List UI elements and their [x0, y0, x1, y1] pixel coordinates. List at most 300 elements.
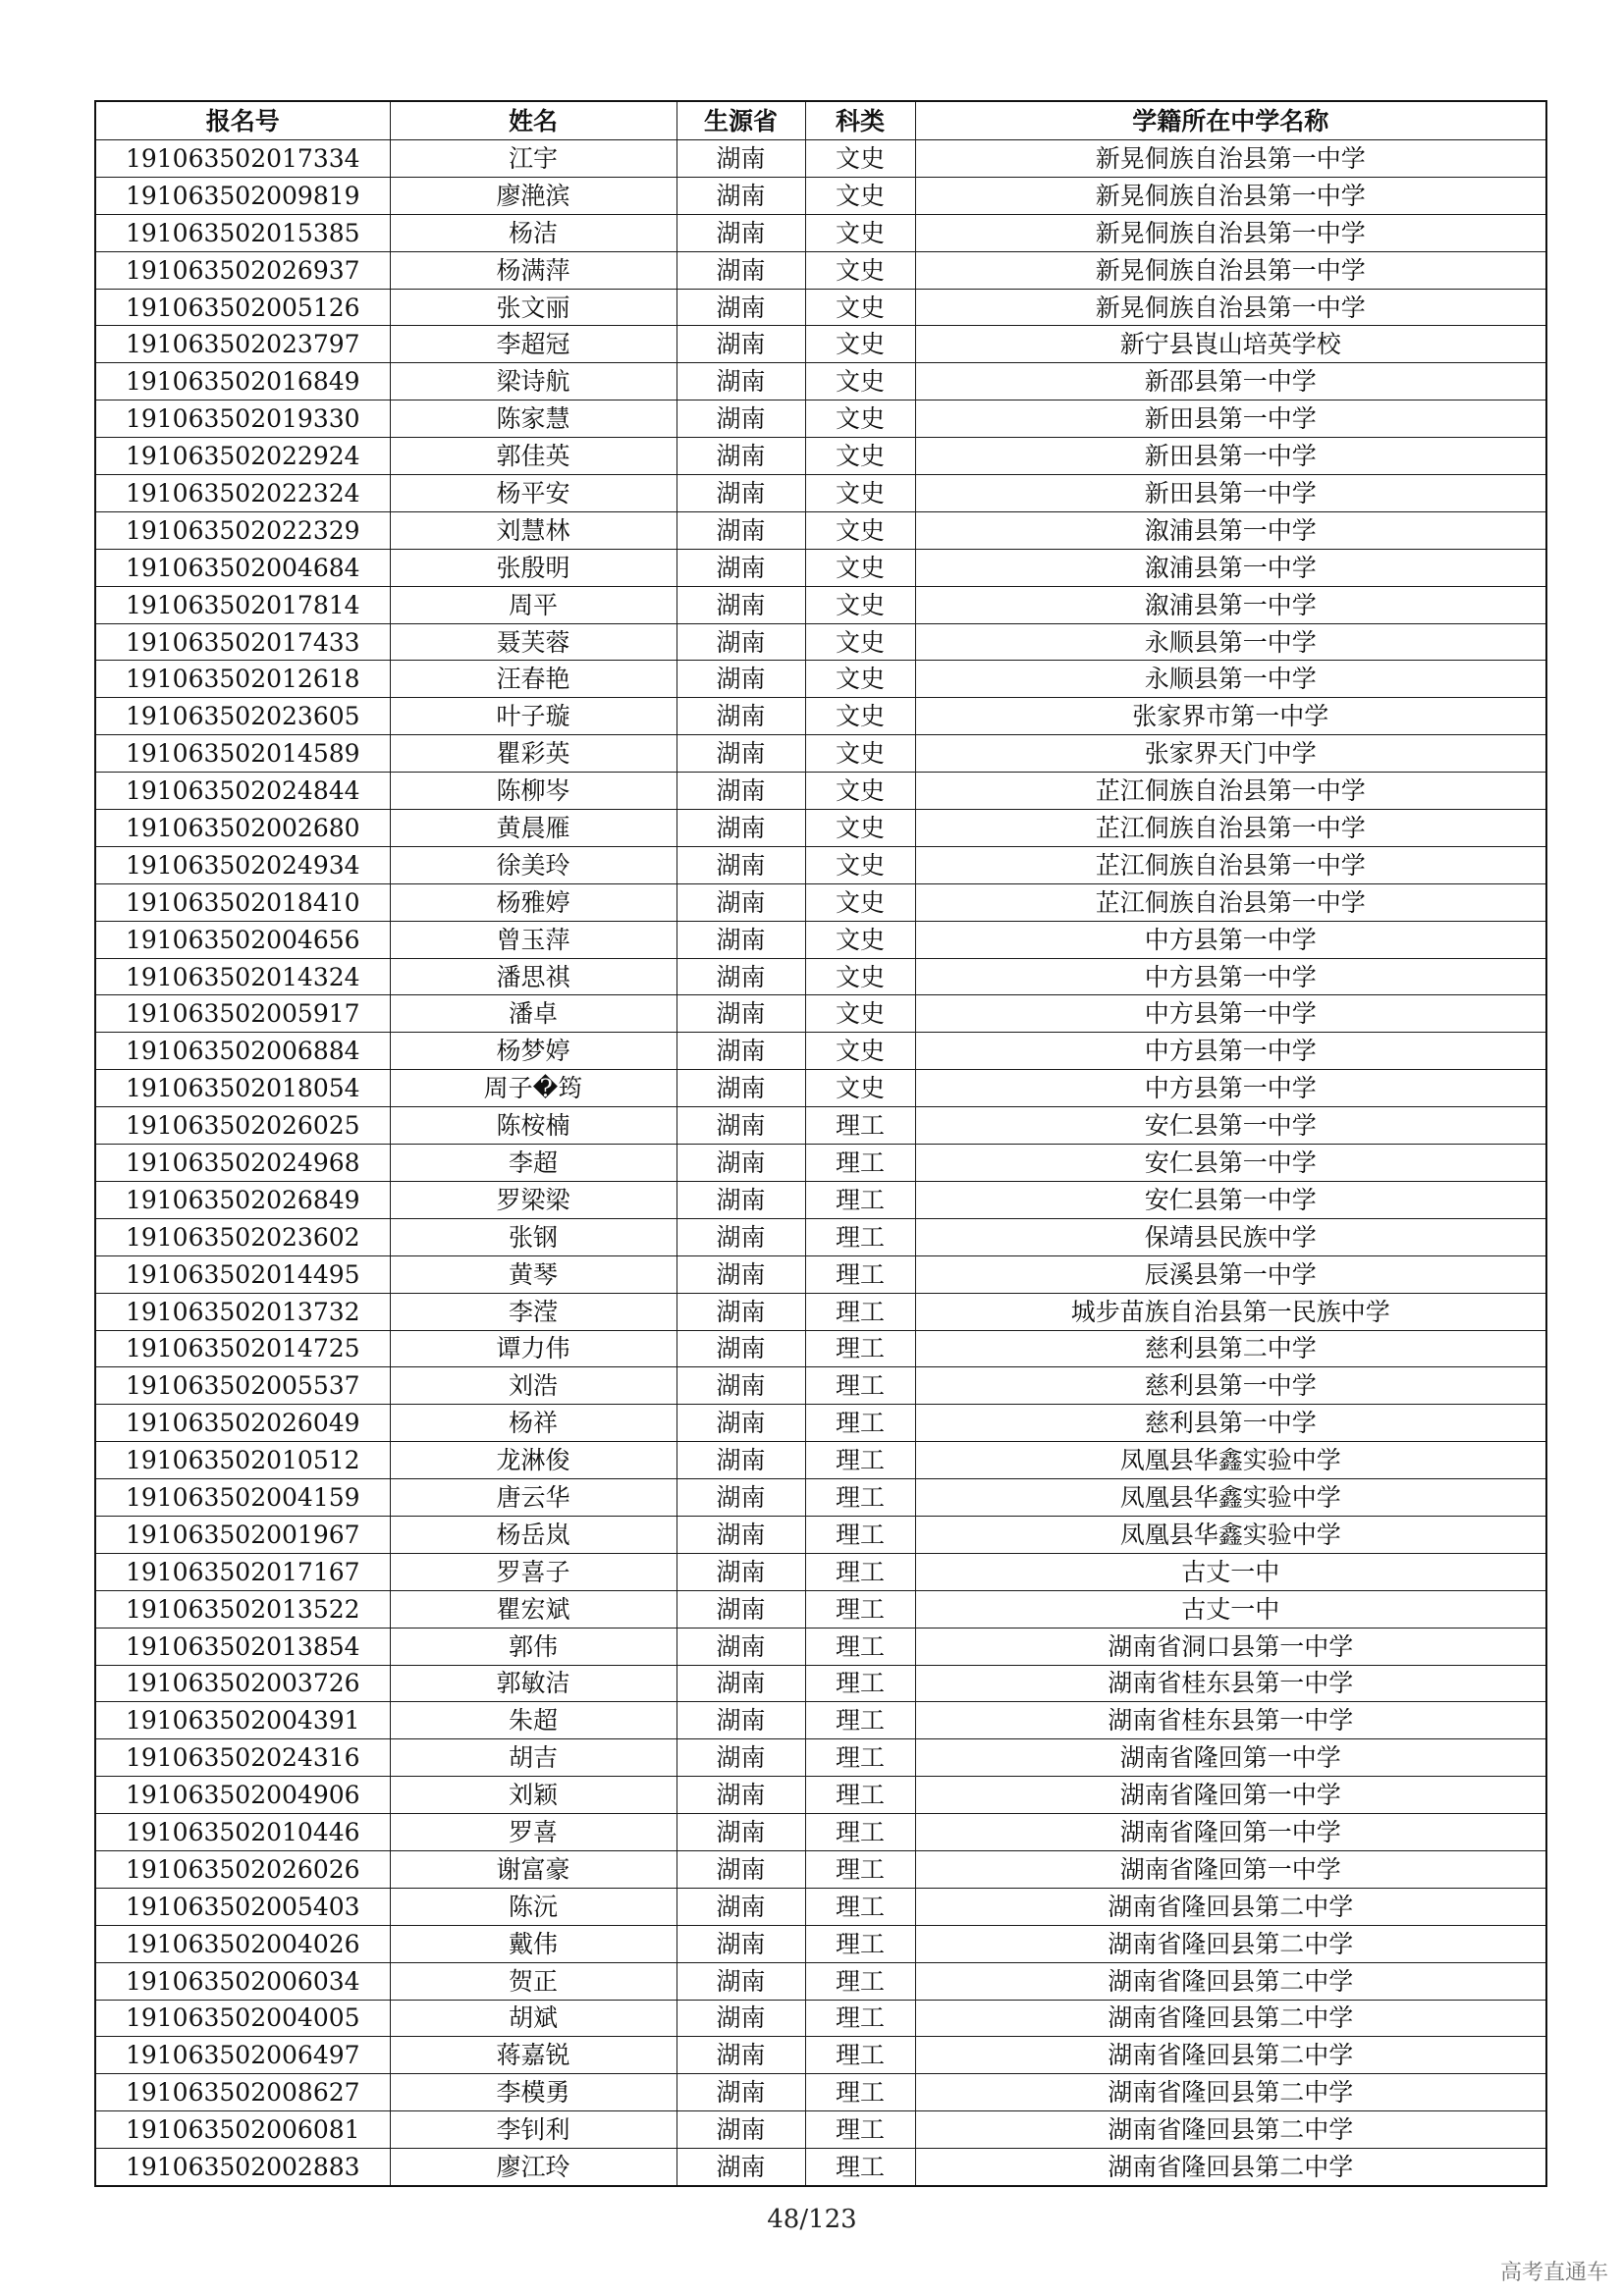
registration-number-cell: 191063502005917 — [95, 995, 390, 1033]
table-row — [95, 1553, 1546, 1590]
province-cell: 湖南 — [677, 958, 805, 995]
province-cell: 湖南 — [677, 1925, 805, 1962]
category-cell: 理工 — [805, 1777, 915, 1814]
school-cell: 中方县第一中学 — [915, 921, 1546, 958]
category-cell: 文史 — [805, 214, 915, 251]
province-cell: 湖南 — [677, 846, 805, 883]
name-cell: 叶子璇 — [390, 698, 677, 735]
registration-number-cell: 191063502017433 — [95, 623, 390, 661]
table-row — [95, 1850, 1546, 1888]
registration-number-cell: 191063502017334 — [95, 140, 390, 178]
registration-number-cell: 191063502014725 — [95, 1330, 390, 1367]
school-cell: 新田县第一中学 — [915, 475, 1546, 512]
name-cell: 江宇 — [390, 140, 677, 178]
registration-number-cell: 191063502004026 — [95, 1925, 390, 1962]
province-cell: 湖南 — [677, 1107, 805, 1145]
table-row — [95, 1777, 1546, 1814]
name-cell: 瞿宏斌 — [390, 1590, 677, 1628]
category-cell: 文史 — [805, 623, 915, 661]
name-cell: 黄琴 — [390, 1255, 677, 1293]
school-cell: 古丈一中 — [915, 1553, 1546, 1590]
category-cell: 文史 — [805, 883, 915, 921]
registration-number-cell: 191063502018410 — [95, 883, 390, 921]
school-cell: 慈利县第一中学 — [915, 1405, 1546, 1442]
school-cell: 芷江侗族自治县第一中学 — [915, 773, 1546, 810]
registration-number-cell: 191063502017167 — [95, 1553, 390, 1590]
registration-number-cell: 191063502026849 — [95, 1181, 390, 1218]
category-cell: 理工 — [805, 1739, 915, 1777]
category-cell: 文史 — [805, 773, 915, 810]
table-row — [95, 1739, 1546, 1777]
school-cell: 湖南省隆回县第二中学 — [915, 1962, 1546, 2000]
table-row — [95, 2074, 1546, 2111]
category-cell: 理工 — [805, 2111, 915, 2149]
category-cell: 文史 — [805, 846, 915, 883]
registration-number-cell: 191063502023605 — [95, 698, 390, 735]
category-cell: 理工 — [805, 1850, 915, 1888]
school-cell: 凤凰县华鑫实验中学 — [915, 1516, 1546, 1553]
name-cell: 瞿彩英 — [390, 735, 677, 773]
province-cell: 湖南 — [677, 1850, 805, 1888]
province-cell: 湖南 — [677, 363, 805, 400]
category-cell: 文史 — [805, 1033, 915, 1070]
school-cell: 中方县第一中学 — [915, 995, 1546, 1033]
name-cell: 潘思祺 — [390, 958, 677, 995]
name-cell: 黄晨雁 — [390, 810, 677, 847]
name-cell: 徐美玲 — [390, 846, 677, 883]
name-cell: 陈家慧 — [390, 400, 677, 438]
table-row — [95, 438, 1546, 475]
page-number: 48/123 — [767, 2205, 857, 2234]
province-cell: 湖南 — [677, 475, 805, 512]
school-cell: 湖南省桂东县第一中学 — [915, 1702, 1546, 1739]
header-registration-number: 报名号 — [95, 101, 390, 140]
category-cell: 文史 — [805, 586, 915, 623]
school-cell: 芷江侗族自治县第一中学 — [915, 846, 1546, 883]
school-cell: 新晃侗族自治县第一中学 — [915, 177, 1546, 214]
registration-number-cell: 191063502022924 — [95, 438, 390, 475]
table-row — [95, 1293, 1546, 1330]
table-row — [95, 1218, 1546, 1255]
table-row — [95, 1405, 1546, 1442]
name-cell: 陈柳岑 — [390, 773, 677, 810]
province-cell: 湖南 — [677, 921, 805, 958]
table-row — [95, 400, 1546, 438]
name-cell: 龙淋俊 — [390, 1442, 677, 1479]
name-cell: 朱超 — [390, 1702, 677, 1739]
name-cell: 杨满萍 — [390, 251, 677, 289]
province-cell: 湖南 — [677, 1367, 805, 1405]
table-header-row — [95, 101, 1546, 140]
category-cell: 文史 — [805, 698, 915, 735]
table-row — [95, 958, 1546, 995]
category-cell: 理工 — [805, 1665, 915, 1702]
name-cell: 张文丽 — [390, 289, 677, 326]
registration-number-cell: 191063502015385 — [95, 214, 390, 251]
header-name: 姓名 — [390, 101, 677, 140]
category-cell: 文史 — [805, 810, 915, 847]
registration-number-cell: 191063502008627 — [95, 2074, 390, 2111]
school-cell: 溆浦县第一中学 — [915, 511, 1546, 549]
school-cell: 新晃侗族自治县第一中学 — [915, 289, 1546, 326]
category-cell: 理工 — [805, 2074, 915, 2111]
name-cell: 杨平安 — [390, 475, 677, 512]
school-cell: 中方县第一中学 — [915, 1033, 1546, 1070]
category-cell: 理工 — [805, 1255, 915, 1293]
registration-number-cell: 191063502014495 — [95, 1255, 390, 1293]
category-cell: 理工 — [805, 1367, 915, 1405]
name-cell: 张钢 — [390, 1218, 677, 1255]
table-row — [95, 326, 1546, 363]
name-cell: 梁诗航 — [390, 363, 677, 400]
registration-number-cell: 191063502014589 — [95, 735, 390, 773]
name-cell: 潘卓 — [390, 995, 677, 1033]
name-cell: 李超 — [390, 1145, 677, 1182]
province-cell: 湖南 — [677, 2037, 805, 2074]
name-cell: 聂芙蓉 — [390, 623, 677, 661]
registration-number-cell: 191063502014324 — [95, 958, 390, 995]
province-cell: 湖南 — [677, 995, 805, 1033]
table-row — [95, 735, 1546, 773]
category-cell: 文史 — [805, 140, 915, 178]
province-cell: 湖南 — [677, 883, 805, 921]
school-cell: 湖南省隆回第一中学 — [915, 1777, 1546, 1814]
school-cell: 凤凰县华鑫实验中学 — [915, 1442, 1546, 1479]
category-cell: 理工 — [805, 2037, 915, 2074]
category-cell: 理工 — [805, 1218, 915, 1255]
province-cell: 湖南 — [677, 140, 805, 178]
school-cell: 湖南省隆回县第二中学 — [915, 1888, 1546, 1925]
province-cell: 湖南 — [677, 1590, 805, 1628]
registration-number-cell: 191063502005537 — [95, 1367, 390, 1405]
registration-number-cell: 191063502022329 — [95, 511, 390, 549]
header-province: 生源省 — [677, 101, 805, 140]
province-cell: 湖南 — [677, 1145, 805, 1182]
category-cell: 理工 — [805, 1479, 915, 1517]
province-cell: 湖南 — [677, 810, 805, 847]
table-row — [95, 1442, 1546, 1479]
school-cell: 新田县第一中学 — [915, 438, 1546, 475]
province-cell: 湖南 — [677, 698, 805, 735]
name-cell: 杨祥 — [390, 1405, 677, 1442]
table-row — [95, 214, 1546, 251]
table-row — [95, 1367, 1546, 1405]
watermark-logo-text: 高考直通车 — [1499, 2261, 1608, 2285]
province-cell: 湖南 — [677, 1702, 805, 1739]
province-cell: 湖南 — [677, 1070, 805, 1107]
category-cell: 文史 — [805, 363, 915, 400]
province-cell: 湖南 — [677, 2149, 805, 2186]
registration-number-cell: 191063502006081 — [95, 2111, 390, 2149]
name-cell: 廖江玲 — [390, 2149, 677, 2186]
province-cell: 湖南 — [677, 1479, 805, 1517]
school-cell: 湖南省隆回县第二中学 — [915, 2074, 1546, 2111]
school-cell: 永顺县第一中学 — [915, 623, 1546, 661]
category-cell: 理工 — [805, 1330, 915, 1367]
school-cell: 新田县第一中学 — [915, 400, 1546, 438]
province-cell: 湖南 — [677, 1293, 805, 1330]
name-cell: 戴伟 — [390, 1925, 677, 1962]
registration-number-cell: 191063502026025 — [95, 1107, 390, 1145]
table-row — [95, 289, 1546, 326]
name-cell: 郭敏洁 — [390, 1665, 677, 1702]
school-cell: 湖南省洞口县第一中学 — [915, 1628, 1546, 1665]
province-cell: 湖南 — [677, 2000, 805, 2037]
province-cell: 湖南 — [677, 1553, 805, 1590]
table-body — [95, 140, 1546, 2186]
province-cell: 湖南 — [677, 1405, 805, 1442]
school-cell: 湖南省隆回县第二中学 — [915, 2037, 1546, 2074]
registration-number-cell: 191063502004906 — [95, 1777, 390, 1814]
registration-number-cell: 191063502024844 — [95, 773, 390, 810]
table-row — [95, 810, 1546, 847]
province-cell: 湖南 — [677, 1888, 805, 1925]
category-cell: 文史 — [805, 735, 915, 773]
name-cell: 刘颖 — [390, 1777, 677, 1814]
table-row — [95, 1330, 1546, 1367]
name-cell: 刘浩 — [390, 1367, 677, 1405]
province-cell: 湖南 — [677, 214, 805, 251]
category-cell: 理工 — [805, 1293, 915, 1330]
school-cell: 张家界天门中学 — [915, 735, 1546, 773]
name-cell: 廖滟滨 — [390, 177, 677, 214]
registration-number-cell: 191063502005126 — [95, 289, 390, 326]
table-row — [95, 1962, 1546, 2000]
category-cell: 理工 — [805, 1628, 915, 1665]
table-row — [95, 1628, 1546, 1665]
name-cell: 谭力伟 — [390, 1330, 677, 1367]
province-cell: 湖南 — [677, 289, 805, 326]
registration-number-cell: 191063502016849 — [95, 363, 390, 400]
name-cell: 胡斌 — [390, 2000, 677, 2037]
province-cell: 湖南 — [677, 623, 805, 661]
name-cell: 罗喜 — [390, 1814, 677, 1851]
registration-number-cell: 191063502018054 — [95, 1070, 390, 1107]
province-cell: 湖南 — [677, 1442, 805, 1479]
registration-number-cell: 191063502006497 — [95, 2037, 390, 2074]
school-cell: 新宁县崀山培英学校 — [915, 326, 1546, 363]
name-cell: 李模勇 — [390, 2074, 677, 2111]
table-row — [95, 1033, 1546, 1070]
school-cell: 安仁县第一中学 — [915, 1107, 1546, 1145]
table-row — [95, 1070, 1546, 1107]
school-cell: 慈利县第一中学 — [915, 1367, 1546, 1405]
table-row — [95, 511, 1546, 549]
name-cell: 陈沅 — [390, 1888, 677, 1925]
registration-number-cell: 191063502026937 — [95, 251, 390, 289]
registration-number-cell: 191063502019330 — [95, 400, 390, 438]
registration-number-cell: 191063502024934 — [95, 846, 390, 883]
category-cell: 理工 — [805, 1405, 915, 1442]
school-cell: 中方县第一中学 — [915, 958, 1546, 995]
school-cell: 凤凰县华鑫实验中学 — [915, 1479, 1546, 1517]
province-cell: 湖南 — [677, 511, 805, 549]
school-cell: 湖南省桂东县第一中学 — [915, 1665, 1546, 1702]
registration-number-cell: 191063502006034 — [95, 1962, 390, 2000]
name-cell: 杨雅婷 — [390, 883, 677, 921]
school-cell: 新晃侗族自治县第一中学 — [915, 214, 1546, 251]
name-cell: 郭伟 — [390, 1628, 677, 1665]
registration-number-cell: 191063502006884 — [95, 1033, 390, 1070]
table-row — [95, 140, 1546, 178]
school-cell: 湖南省隆回县第二中学 — [915, 1925, 1546, 1962]
table-row — [95, 995, 1546, 1033]
category-cell: 理工 — [805, 2149, 915, 2186]
registration-number-cell: 191063502024316 — [95, 1739, 390, 1777]
registration-number-cell: 191063502012618 — [95, 661, 390, 698]
header-category: 科类 — [805, 101, 915, 140]
table-row — [95, 1925, 1546, 1962]
province-cell: 湖南 — [677, 251, 805, 289]
school-cell: 湖南省隆回第一中学 — [915, 1814, 1546, 1851]
registration-number-cell: 191063502009819 — [95, 177, 390, 214]
province-cell: 湖南 — [677, 1739, 805, 1777]
school-cell: 新晃侗族自治县第一中学 — [915, 140, 1546, 178]
table-row — [95, 1814, 1546, 1851]
name-cell: 周子�筠 — [390, 1070, 677, 1107]
school-cell: 永顺县第一中学 — [915, 661, 1546, 698]
table-row — [95, 1479, 1546, 1517]
school-cell: 新邵县第一中学 — [915, 363, 1546, 400]
table-row — [95, 2111, 1546, 2149]
table-row — [95, 363, 1546, 400]
province-cell: 湖南 — [677, 549, 805, 586]
category-cell: 理工 — [805, 1888, 915, 1925]
registration-number-cell: 191063502003726 — [95, 1665, 390, 1702]
table-row — [95, 1665, 1546, 1702]
category-cell: 文史 — [805, 995, 915, 1033]
school-cell: 溆浦县第一中学 — [915, 586, 1546, 623]
category-cell: 文史 — [805, 958, 915, 995]
category-cell: 理工 — [805, 1962, 915, 2000]
name-cell: 贺正 — [390, 1962, 677, 2000]
registration-number-cell: 191063502010446 — [95, 1814, 390, 1851]
school-cell: 新晃侗族自治县第一中学 — [915, 251, 1546, 289]
name-cell: 陈桉楠 — [390, 1107, 677, 1145]
table-row — [95, 2149, 1546, 2186]
name-cell: 张殷明 — [390, 549, 677, 586]
province-cell: 湖南 — [677, 1777, 805, 1814]
category-cell: 文史 — [805, 661, 915, 698]
table-row — [95, 1181, 1546, 1218]
name-cell: 曾玉萍 — [390, 921, 677, 958]
name-cell: 蒋嘉锐 — [390, 2037, 677, 2074]
registration-number-cell: 191063502013732 — [95, 1293, 390, 1330]
category-cell: 理工 — [805, 1925, 915, 1962]
category-cell: 理工 — [805, 1181, 915, 1218]
name-cell: 杨岳岚 — [390, 1516, 677, 1553]
registration-number-cell: 191063502001967 — [95, 1516, 390, 1553]
school-cell: 芷江侗族自治县第一中学 — [915, 810, 1546, 847]
province-cell: 湖南 — [677, 438, 805, 475]
table-row — [95, 586, 1546, 623]
registration-number-cell: 191063502013522 — [95, 1590, 390, 1628]
name-cell: 罗梁梁 — [390, 1181, 677, 1218]
name-cell: 罗喜子 — [390, 1553, 677, 1590]
province-cell: 湖南 — [677, 2111, 805, 2149]
school-cell: 湖南省隆回县第二中学 — [915, 2000, 1546, 2037]
school-cell: 湖南省隆回第一中学 — [915, 1739, 1546, 1777]
school-cell: 湖南省隆回第一中学 — [915, 1850, 1546, 1888]
province-cell: 湖南 — [677, 1665, 805, 1702]
table-row — [95, 251, 1546, 289]
registration-number-cell: 191063502017814 — [95, 586, 390, 623]
province-cell: 湖南 — [677, 1330, 805, 1367]
province-cell: 湖南 — [677, 326, 805, 363]
school-cell: 湖南省隆回县第二中学 — [915, 2149, 1546, 2186]
category-cell: 文史 — [805, 1070, 915, 1107]
province-cell: 湖南 — [677, 1814, 805, 1851]
name-cell: 李超冠 — [390, 326, 677, 363]
registration-number-cell: 191063502004684 — [95, 549, 390, 586]
name-cell: 杨梦婷 — [390, 1033, 677, 1070]
category-cell: 理工 — [805, 1702, 915, 1739]
name-cell: 胡吉 — [390, 1739, 677, 1777]
category-cell: 文史 — [805, 511, 915, 549]
school-cell: 安仁县第一中学 — [915, 1145, 1546, 1182]
category-cell: 文史 — [805, 921, 915, 958]
registration-number-cell: 191063502010512 — [95, 1442, 390, 1479]
table-row — [95, 1590, 1546, 1628]
registration-number-cell: 191063502005403 — [95, 1888, 390, 1925]
category-cell: 理工 — [805, 1590, 915, 1628]
table-row — [95, 846, 1546, 883]
roster-sheet — [94, 100, 1545, 2187]
registration-number-cell: 191063502022324 — [95, 475, 390, 512]
province-cell: 湖南 — [677, 2074, 805, 2111]
province-cell: 湖南 — [677, 586, 805, 623]
school-cell: 城步苗族自治县第一民族中学 — [915, 1293, 1546, 1330]
category-cell: 文史 — [805, 251, 915, 289]
province-cell: 湖南 — [677, 177, 805, 214]
province-cell: 湖南 — [677, 1218, 805, 1255]
name-cell: 刘慧林 — [390, 511, 677, 549]
table-row — [95, 2037, 1546, 2074]
name-cell: 唐云华 — [390, 1479, 677, 1517]
name-cell: 谢富豪 — [390, 1850, 677, 1888]
category-cell: 理工 — [805, 1107, 915, 1145]
school-cell: 中方县第一中学 — [915, 1070, 1546, 1107]
table-row — [95, 1145, 1546, 1182]
admission-roster-table — [94, 100, 1547, 2187]
province-cell: 湖南 — [677, 1962, 805, 2000]
table-row — [95, 1702, 1546, 1739]
name-cell: 汪春艳 — [390, 661, 677, 698]
school-cell: 溆浦县第一中学 — [915, 549, 1546, 586]
category-cell: 理工 — [805, 1516, 915, 1553]
province-cell: 湖南 — [677, 1255, 805, 1293]
registration-number-cell: 191063502023602 — [95, 1218, 390, 1255]
school-cell: 古丈一中 — [915, 1590, 1546, 1628]
category-cell: 文史 — [805, 177, 915, 214]
name-cell: 周平 — [390, 586, 677, 623]
category-cell: 文史 — [805, 289, 915, 326]
category-cell: 文史 — [805, 475, 915, 512]
category-cell: 理工 — [805, 1553, 915, 1590]
category-cell: 理工 — [805, 1145, 915, 1182]
school-cell: 张家界市第一中学 — [915, 698, 1546, 735]
school-cell: 湖南省隆回县第二中学 — [915, 2111, 1546, 2149]
table-row — [95, 1888, 1546, 1925]
school-cell: 慈利县第二中学 — [915, 1330, 1546, 1367]
province-cell: 湖南 — [677, 1181, 805, 1218]
table-row — [95, 1255, 1546, 1293]
registration-number-cell: 191063502026026 — [95, 1850, 390, 1888]
category-cell: 理工 — [805, 1814, 915, 1851]
registration-number-cell: 191063502024968 — [95, 1145, 390, 1182]
school-cell: 辰溪县第一中学 — [915, 1255, 1546, 1293]
registration-number-cell: 191063502004005 — [95, 2000, 390, 2037]
